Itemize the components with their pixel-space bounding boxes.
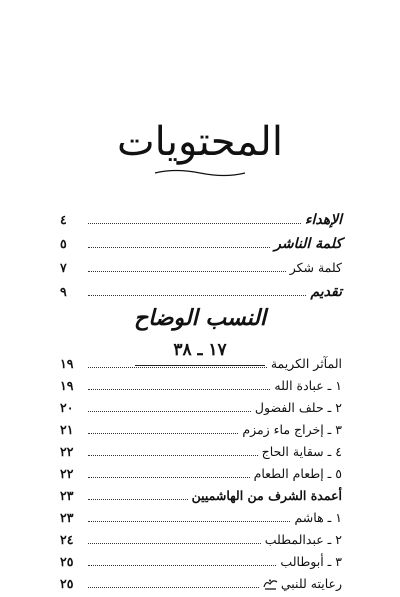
toc-row[interactable] [60, 528, 342, 550]
toc-entry-label: ٤ ـ سقاية الحاج [261, 444, 342, 459]
section-title: النسب الوضاح [133, 305, 267, 331]
toc-page-number: ٢١ [60, 422, 74, 437]
toc-entry-label: ٣ ـ إخراج ماء زمزم [242, 422, 342, 437]
dot-leader [88, 455, 258, 456]
toc-page-number: ٢٤ [60, 532, 74, 547]
toc-page-number: ٢٢ [60, 466, 74, 481]
dot-leader [88, 411, 251, 412]
toc-page-number: ٥ [60, 236, 67, 251]
toc-entry-label: ٥ ـ إطعام الطعام [253, 466, 342, 481]
toc-entry-label: أعمدة الشرف من الهاشميين [191, 488, 342, 503]
toc-entry-label [259, 574, 342, 594]
toc-entry-label: ٢ ـ حلف الفضول [254, 400, 342, 415]
toc-entry-label: ٣ ـ أبوطالب [280, 554, 342, 569]
toc-entry-label: كلمة الناشر [274, 236, 342, 252]
section-page-range: ١٧ ـ ٣٨ [173, 340, 227, 360]
toc-row[interactable] [60, 484, 342, 506]
dot-leader [88, 367, 267, 368]
dot-leader [88, 247, 270, 248]
dot-leader [88, 499, 188, 500]
toc-entry-label: تقديم [310, 284, 342, 300]
dot-leader [88, 271, 286, 272]
toc-entry-label: المآثر الكريمة [270, 356, 342, 371]
toc-row-publisher-note[interactable] [60, 232, 342, 254]
toc-page-number: ٤ [60, 212, 67, 227]
toc-row[interactable] [60, 550, 342, 572]
toc-page-number: ٢٠ [60, 400, 74, 415]
saw-honorific-icon [263, 578, 278, 591]
toc-row[interactable] [60, 440, 342, 462]
toc-page-number: ٢٢ [60, 444, 74, 459]
toc-entry-label: كلمة شكر [289, 260, 342, 275]
toc-entry-label: ١ ـ عبادة الله [274, 378, 342, 393]
toc-entry-label: ٢ ـ عبدالمطلب [264, 532, 342, 547]
dot-leader [88, 521, 290, 522]
dot-leader [88, 295, 306, 296]
dot-leader [88, 477, 250, 478]
toc-row[interactable] [60, 374, 342, 396]
toc-page-number: ٢٣ [60, 488, 74, 503]
page-title: المحتويات [117, 119, 283, 165]
toc-row[interactable] [60, 418, 342, 440]
dot-leader [88, 223, 301, 224]
title-flourish-icon [150, 168, 250, 178]
dot-leader [88, 587, 259, 588]
toc-entry-text: رعايته للنبي [280, 576, 342, 591]
toc-page-number: ١٩ [60, 378, 74, 393]
toc-entry-label: ١ ـ هاشم [294, 510, 342, 525]
dot-leader [88, 565, 276, 566]
toc-row-introduction[interactable] [60, 280, 342, 302]
toc-page-number: ٢٣ [60, 510, 74, 525]
toc-entry-label: الإهداء [304, 212, 342, 228]
dot-leader [88, 543, 261, 544]
toc-row[interactable] [60, 572, 342, 594]
toc-row-dedication[interactable] [60, 208, 342, 230]
toc-page-number: ٧ [60, 260, 67, 275]
toc-row[interactable] [60, 462, 342, 484]
dot-leader [88, 389, 270, 390]
toc-page-number: ٢٥ [60, 554, 74, 569]
toc-row[interactable] [60, 506, 342, 528]
dot-leader [88, 433, 238, 434]
toc-row-thanks[interactable] [60, 256, 342, 278]
toc-row[interactable] [60, 352, 342, 374]
toc-page-number: ٢٥ [60, 576, 74, 591]
toc-page-number: ١٩ [60, 356, 74, 371]
toc-page-number: ٩ [60, 284, 67, 299]
toc-row[interactable] [60, 396, 342, 418]
